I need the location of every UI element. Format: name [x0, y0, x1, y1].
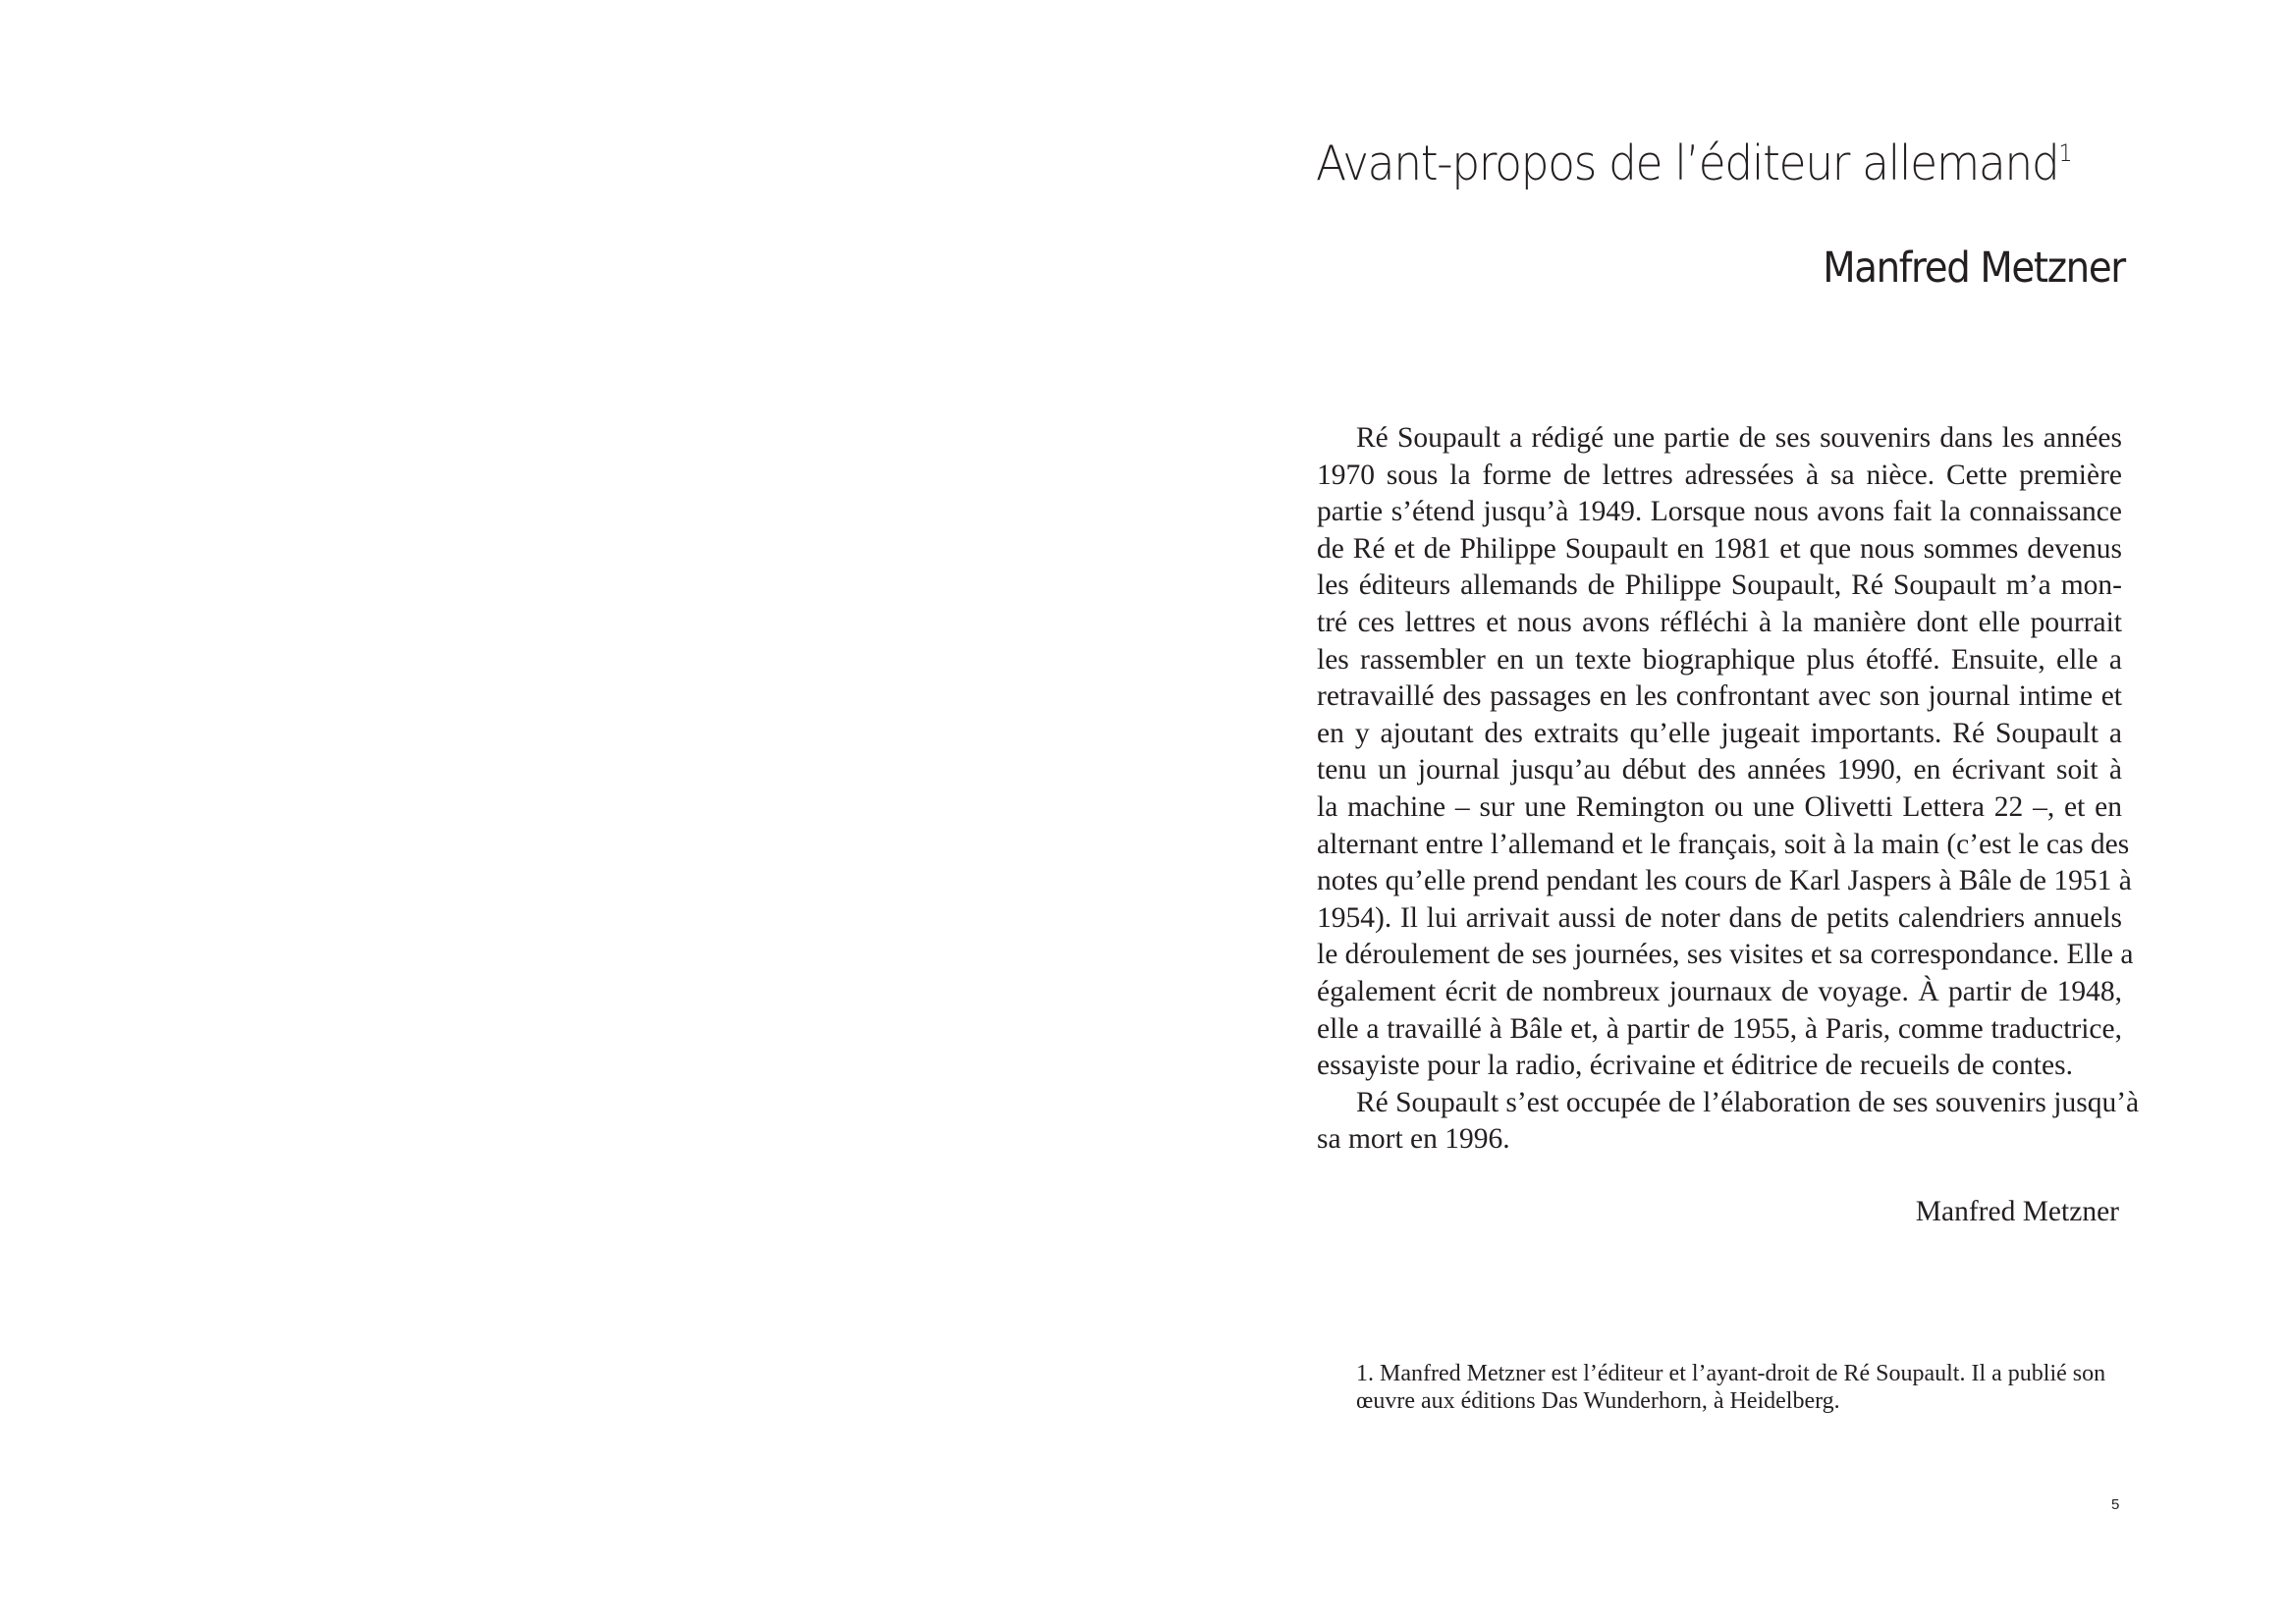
body-line: tenu un journal jusqu’au début des années 1990, en écrivant soit à — [1317, 754, 2122, 786]
page-number: 5 — [2111, 1496, 2120, 1513]
body-line: les éditeurs allemands de Philippe Soupault, Ré Soupault m’a mon- — [1317, 569, 2122, 602]
body-line: notes qu’elle prend pendant les cours de Karl Jaspers à Bâle de 1951 à — [1317, 865, 2132, 897]
footnote — [1356, 1360, 2122, 1415]
body-line: le déroulement de ses journées, ses visites et sa correspondance. Elle a — [1317, 939, 2134, 971]
body-line: 1970 sous la forme de lettres adressées à sa nièce. Cette première — [1317, 459, 2122, 491]
body-line: alternant entre l’allemand et le français, soit à la main (c’est le cas des — [1317, 828, 2130, 860]
body-line: les rassembler en un texte biographique plus étoffé. Ensuite, elle a — [1317, 643, 2122, 676]
chapter-author: Manfred Metzner — [1823, 244, 2125, 293]
body-line: Ré Soupault s’est occupée de l’élaboration de ses souvenirs jusqu’à — [1356, 1086, 2140, 1118]
body-line: 1954). Il lui arrivait aussi de noter dans de petits calendriers annuels — [1317, 901, 2122, 934]
body-line: sa mort en 1996. — [1317, 1123, 1510, 1156]
chapter-title — [1316, 135, 2073, 191]
body-text — [1317, 420, 2140, 1159]
footnote-reference[interactable]: 1 — [2058, 139, 2073, 167]
body-line: également écrit de nombreux journaux de voyage. À partir de 1948, — [1317, 975, 2122, 1007]
body-line: tré ces lettres et nous avons réfléchi à la manière dont elle pourrait — [1317, 606, 2122, 638]
body-line: elle a travaillé à Bâle et, à partir de 1955, à Paris, comme traductrice, — [1317, 1012, 2122, 1045]
body-line: de Ré et de Philippe Soupault en 1981 et que nous sommes devenus — [1317, 532, 2122, 565]
footnote-line: 1. Manfred Metzner est l’éditeur et l’ayant-droit de Ré Soupault. Il a publié son — [1356, 1361, 2106, 1386]
body-line: en y ajoutant des extraits qu’elle jugeait importants. Ré Soupault a — [1317, 717, 2122, 749]
body-line: essayiste pour la radio, écrivaine et éditrice de recueils de contes. — [1317, 1050, 2073, 1082]
body-line: Ré Soupault a rédigé une partie de ses souvenirs dans les années — [1356, 422, 2122, 454]
footnote-line: œuvre aux éditions Das Wunderhorn, à Heidelberg. — [1356, 1388, 1840, 1414]
body-line: partie s’étend jusqu’à 1949. Lorsque nous avons fait la connaissance — [1317, 496, 2122, 528]
signature: Manfred Metzner — [1915, 1196, 2119, 1227]
body-line: la machine – sur une Remington ou une Olivetti Lettera 22 –, et en — [1317, 790, 2122, 823]
blank-left-page — [0, 0, 1144, 1624]
body-line: retravaillé des passages en les confrontant avec son journal intime et — [1317, 680, 2122, 713]
chapter-title-text: Avant-propos de l’éditeur allemand — [1316, 135, 2059, 191]
